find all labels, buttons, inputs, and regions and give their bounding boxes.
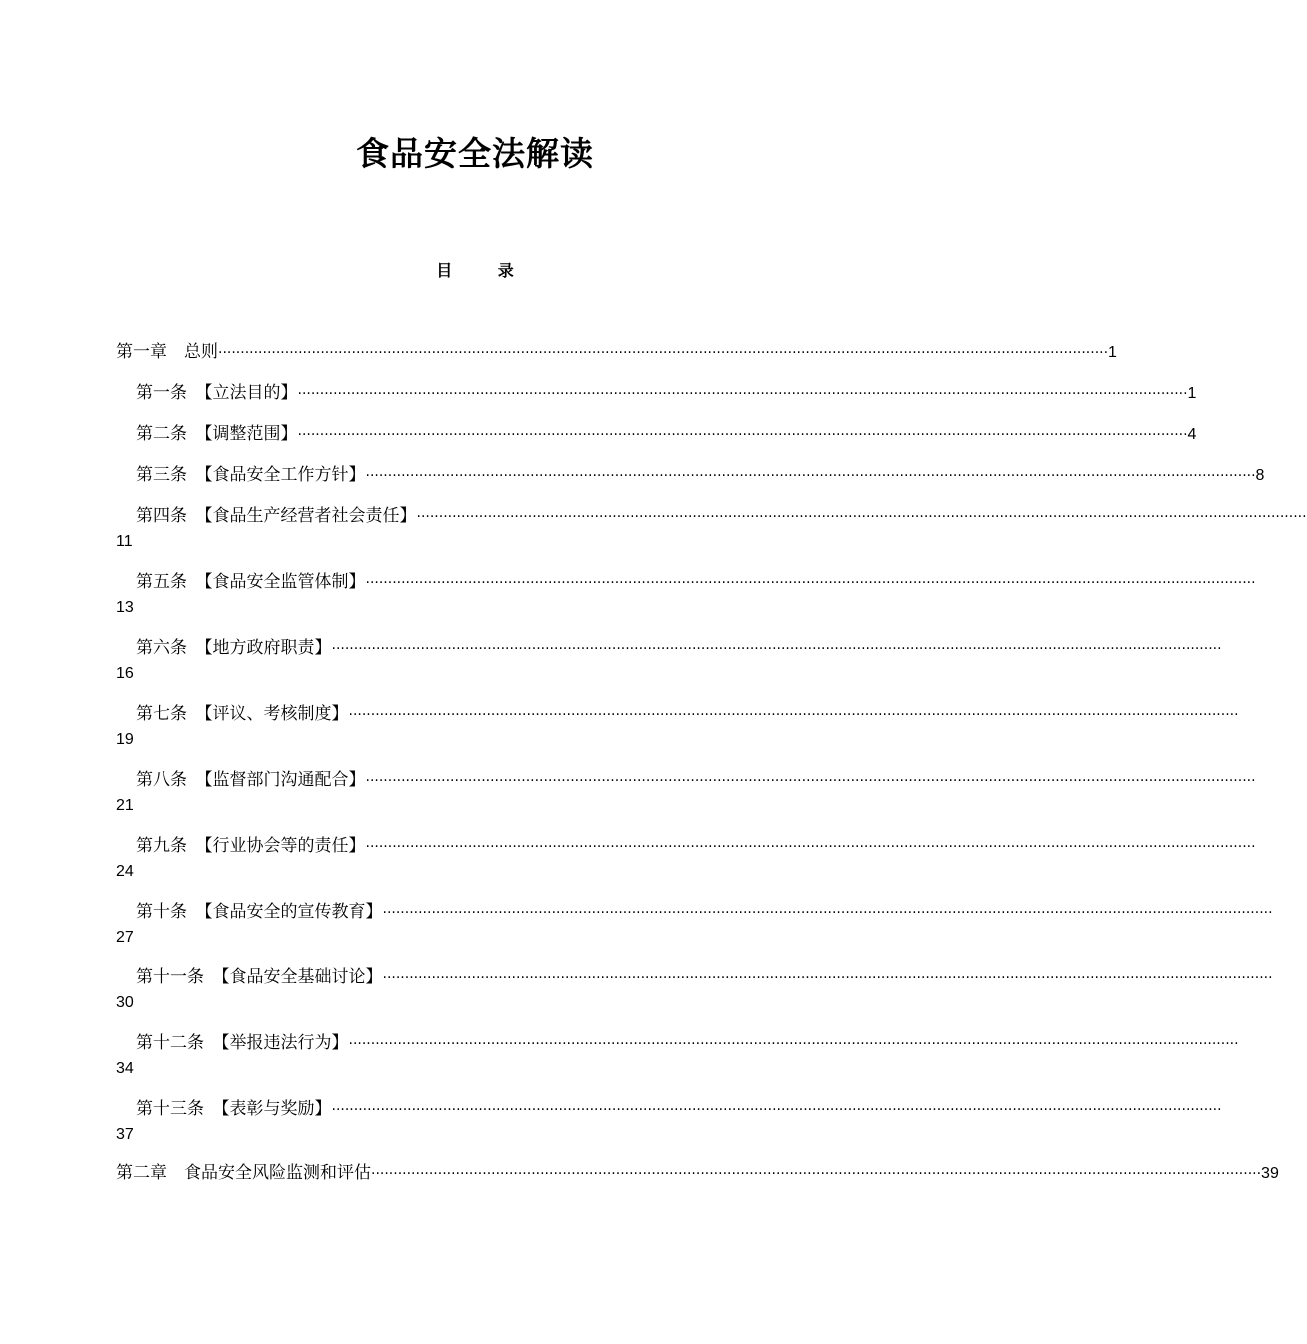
toc-entry-chapter-1[interactable] — [116, 341, 1117, 364]
toc-leader-dots: ········································································································································································································ — [365, 773, 1256, 789]
toc-entry-label: 第三条 【食品安全工作方针】 — [136, 465, 366, 485]
toc-leader-dots: ········································································································································································································ — [365, 575, 1256, 591]
toc-entry-page: 37 — [116, 1126, 134, 1143]
toc-heading: 目 录 — [436, 261, 514, 280]
toc-entry-page: 1 — [1187, 385, 1197, 402]
toc-entry-page: 16 — [116, 665, 134, 682]
toc-leader-dots: ········································································································································································································ — [371, 1166, 1262, 1182]
toc-entry-page: 4 — [1187, 426, 1197, 443]
toc-entry-article-6[interactable] — [116, 637, 1222, 685]
toc-entry-label: 第四条 【食品生产经营者社会责任】 — [136, 506, 417, 526]
toc-entry-article-8[interactable] — [116, 769, 1256, 817]
toc-entry-label: 第九条 【行业协会等的责任】 — [136, 836, 366, 856]
toc-entry-page: 34 — [116, 1060, 134, 1077]
toc-entry-page: 1 — [1108, 344, 1117, 361]
toc-entry-label: 第十一条 【食品安全基础讨论】 — [136, 967, 383, 987]
toc-entry-label: 第七条 【评议、考核制度】 — [136, 704, 349, 724]
toc-leader-dots: ········································································································································································································ — [382, 905, 1273, 921]
toc-entry-page: 8 — [1255, 467, 1265, 484]
toc-entry-page: 39 — [1261, 1165, 1279, 1182]
toc-entry-article-12[interactable] — [116, 1032, 1239, 1080]
toc-leader-dots: ········································································································································································································ — [218, 345, 1109, 361]
toc-entry-label: 第二条 【调整范围】 — [136, 424, 298, 444]
toc-entry-label: 第十三条 【表彰与奖励】 — [136, 1099, 332, 1119]
toc-entry-label: 第八条 【监督部门沟通配合】 — [136, 770, 366, 790]
toc-entry-article-2[interactable] — [116, 423, 1197, 446]
toc-entry-label: 第二章 食品安全风险监测和评估 — [116, 1163, 371, 1183]
toc-entry-label: 第一条 【立法目的】 — [136, 383, 298, 403]
toc-entry-label: 第六条 【地方政府职责】 — [136, 638, 332, 658]
toc-entry-page: 30 — [116, 994, 134, 1011]
toc-entry-article-3[interactable] — [116, 464, 1265, 487]
toc-leader-dots: ········································································································································································································ — [297, 427, 1188, 443]
toc-entry-label: 第一章 总则 — [116, 342, 218, 362]
toc-entry-page: 27 — [116, 929, 134, 946]
toc-leader-dots: ········································································································································································································ — [365, 839, 1256, 855]
toc-entry-article-11[interactable] — [116, 966, 1273, 1014]
toc-entry-article-1[interactable] — [116, 382, 1197, 405]
toc-entry-page: 13 — [116, 599, 134, 616]
toc-entry-article-4[interactable] — [116, 505, 1307, 553]
document-title: 食品安全法解读 — [356, 134, 594, 173]
toc-entry-article-9[interactable] — [116, 835, 1256, 883]
toc-entry-page: 21 — [116, 797, 134, 814]
toc-entry-page: 19 — [116, 731, 134, 748]
toc-leader-dots: ········································································································································································································ — [348, 1036, 1239, 1052]
toc-entry-article-10[interactable] — [116, 901, 1273, 949]
toc-entry-article-13[interactable] — [116, 1098, 1222, 1146]
toc-leader-dots: ········································································································································································································ — [416, 509, 1307, 525]
toc-entry-page: 24 — [116, 863, 134, 880]
toc-entry-label: 第十条 【食品安全的宣传教育】 — [136, 902, 383, 922]
toc-leader-dots: ········································································································································································································ — [331, 641, 1222, 657]
toc-leader-dots: ········································································································································································································ — [297, 386, 1188, 402]
toc-entry-label: 第十二条 【举报违法行为】 — [136, 1033, 349, 1053]
toc-leader-dots: ········································································································································································································ — [365, 468, 1256, 484]
toc-entry-article-5[interactable] — [116, 571, 1256, 619]
toc-entry-page: 11 — [116, 533, 133, 550]
toc-leader-dots: ········································································································································································································ — [382, 970, 1273, 986]
toc-entry-article-7[interactable] — [116, 703, 1239, 751]
toc-entry-label: 第五条 【食品安全监管体制】 — [136, 572, 366, 592]
toc-entry-chapter-2[interactable] — [116, 1162, 1279, 1185]
toc-leader-dots: ········································································································································································································ — [348, 707, 1239, 723]
toc-leader-dots: ········································································································································································································ — [331, 1102, 1222, 1118]
